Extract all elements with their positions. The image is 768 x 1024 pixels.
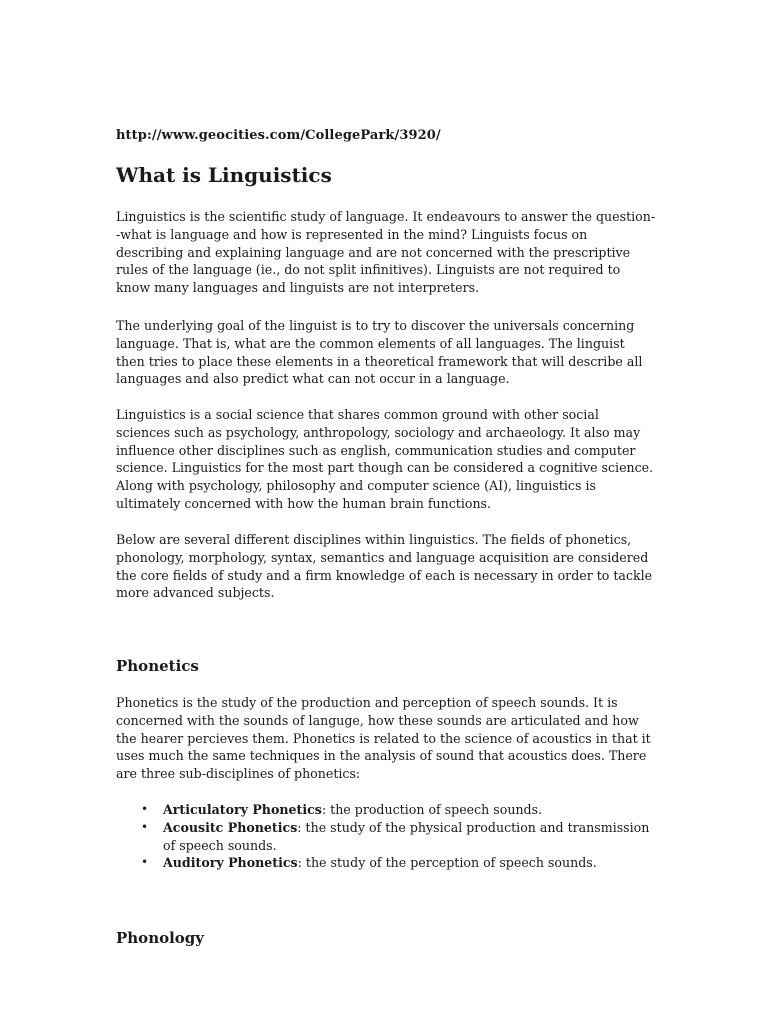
source-url: http://www.geocities.com/CollegePark/3920/ [116, 128, 441, 143]
page-title: What is Linguistics [116, 163, 332, 187]
list-item-term: Acousitc Phonetics [163, 819, 298, 835]
list-item [116, 854, 656, 872]
list-item-term: Articulatory Phonetics [163, 802, 322, 817]
phonetics-paragraph: Phonetics is the study of the production and perception of speech sounds. It is concerned with the sounds of languge, how these sounds are articulated and how the hearer percieves them. Phonetics is related to the science of acoustics in that it uses much the same techniques in the analysis of sound that acoustics does. There are three sub-disciplines of phonetics: [116, 695, 651, 782]
list-item [116, 801, 656, 819]
list-item [116, 819, 656, 855]
phonetics-heading: Phonetics [116, 657, 199, 675]
intro-paragraph-4: Below are several different disciplines within linguistics. The fields of phonetics, phonology, morphology, syntax, semantics and language acquisition are considered the core fields of study and a firm knowledge of each is necessary in order to tackle more advanced subjects. [116, 532, 653, 601]
bullet-icon: • [141, 802, 149, 816]
intro-paragraph-1: Linguistics is the scientific study of language. It endeavours to answer the question--what is language and how is represented in the mind? Linguists focus on describing and explaining language and are not concerned with the prescriptive rules of the language (ie., do not split infinitives). Linguists are not required to know many languages and linguists are not interpreters. [116, 209, 656, 296]
list-item-term: Auditory Phonetics [163, 855, 298, 871]
phonetics-subdisciplines-list [116, 801, 656, 872]
bullet-icon: • [141, 855, 149, 870]
intro-paragraph-2: The underlying goal of the linguist is to try to discover the universals concerning language. That is, what are the common elements of all languages. The linguist then tries to place these elements in a theoretical framework that will describe all languages and also predict what can not occur in a language. [116, 318, 643, 387]
list-item-desc: : the study of the perception of speech sounds. [297, 855, 597, 871]
intro-paragraph-3: Linguistics is a social science that shares common ground with other social sciences such as psychology, anthropology, sociology and archaeology. It also may influence other disciplines such as english, communication studies and computer science. Linguistics for the most part though can be considered a cognitive science. Along with psychology, philosophy and computer science (AI), linguistics is ultimately concerned with how the human brain functions. [116, 407, 654, 511]
list-item-desc: : the study of the physical production and transmission of speech sounds. [163, 819, 650, 853]
phonology-heading: Phonology [116, 929, 205, 947]
bullet-icon: • [141, 819, 149, 834]
list-item-desc: : the production of speech sounds. [321, 802, 543, 817]
